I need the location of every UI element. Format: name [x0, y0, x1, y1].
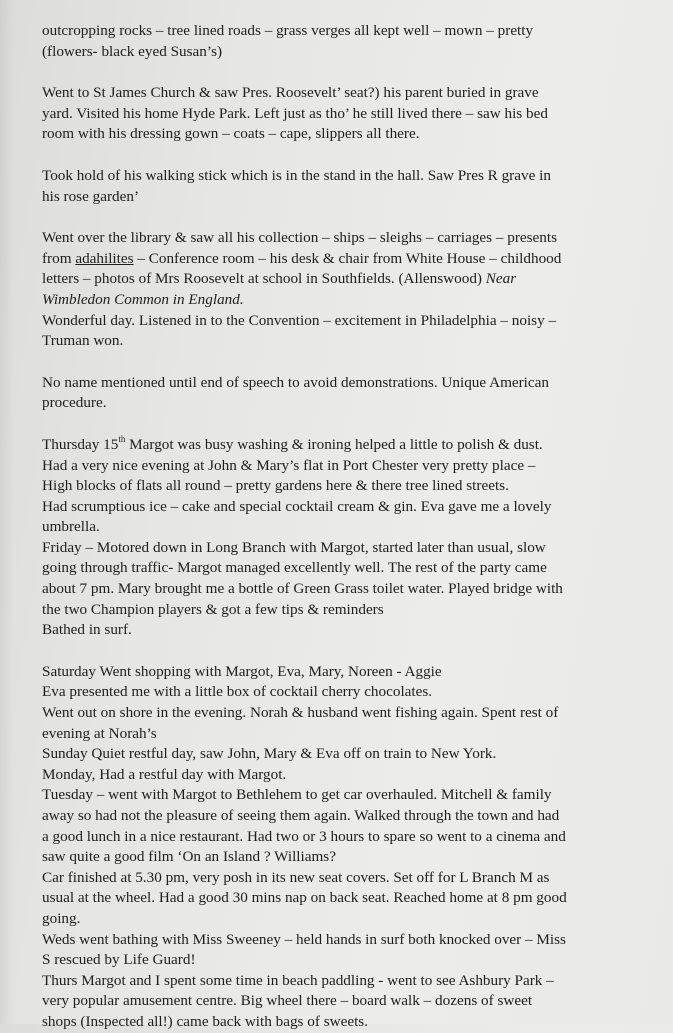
text-line: usual at the wheel. Had a good 30 mins nap on back seat. Reached home at 8 pm good [42, 889, 567, 907]
text-line: Took hold of his walking stick which is in the stand in the hall. Saw Pres R grave in [42, 166, 551, 184]
text-fragment: from [42, 249, 76, 267]
text-line: going through traffic- Margot managed excellently well. The rest of the party came [42, 559, 547, 577]
text-line: his rose garden’ [42, 187, 139, 205]
italic-text: Near [485, 270, 517, 288]
text-line: Friday – Motored down in Long Branch with Margot, started later than usual, slow [42, 538, 546, 556]
text-line: Weds went bathing with Miss Sweeney – held hands in surf both knocked over – Miss [42, 930, 566, 948]
text-line: Tuesday – went with Margot to Bethlehem to get car overhauled. Mitchell & family [42, 786, 552, 804]
text-line [42, 435, 662, 456]
text-line: evening at Norah’s [42, 724, 157, 742]
underlined-word: adahilites [75, 249, 134, 267]
text-line: about 7 pm. Mary brought me a bottle of Green Grass toilet water. Played bridge with [42, 580, 563, 598]
text-line: Wonderful day. Listened in to the Convention – excitement in Philadelphia – noisy – [42, 311, 557, 329]
paragraph-3 [42, 166, 662, 207]
text-line [42, 249, 662, 270]
text-line: Had a very nice evening at John & Mary’s flat in Port Chester very pretty place – [42, 456, 536, 474]
page-edge-shadow [0, 0, 14, 1024]
text-line: Car finished at 5.30 pm, very posh in its new seat covers. Set off for L Branch M as [42, 868, 550, 886]
text-line: saw quite a good film ‘On an Island ? Williams? [42, 848, 336, 866]
text-line: High blocks of flats all round – pretty gardens here & there tree lined streets. [42, 477, 509, 495]
text-line: Went out on shore in the evening. Norah & husband went fishing again. Spent rest of [42, 704, 559, 722]
text-line: Went to St James Church & saw Pres. Roosevelt’ seat?) his parent buried in grave [42, 84, 539, 102]
text-line: Eva presented me with a little box of cocktail cherry chocolates. [42, 683, 433, 701]
text-line: umbrella. [42, 518, 100, 536]
diary-text [42, 21, 662, 1033]
text-fragment: Thursday 15 [42, 435, 119, 453]
text-line: Thurs Margot and I spent some time in beach paddling - went to see Ashbury Park – [42, 971, 554, 989]
text-line: very popular amusement centre. Big wheel there – board walk – dozens of sweet [42, 992, 533, 1010]
paragraph-6 [42, 435, 662, 641]
text-line: Bathed in surf. [42, 621, 132, 639]
text-line: Went over the library & saw all his collection – ships – sleighs – carriages – presents [42, 229, 558, 247]
text-line: outcropping rocks – tree lined roads – grass verges all kept well – mown – pretty [42, 22, 534, 39]
text-line: Sunday Quiet restful day, saw John, Mary & Eva off on train to New York. [42, 745, 497, 763]
ordinal-suffix: th [118, 433, 126, 444]
text-line [42, 269, 662, 290]
text-line: (flowers- black eyed Susan’s) [42, 42, 223, 60]
text-line: yard. Visited his home Hyde Park. Left just as tho’ he still lived there – saw his bed [42, 104, 548, 122]
text-line: going. [42, 909, 81, 927]
text-line: shops (Inspected all!) came back with bags of sweets. [42, 1012, 369, 1030]
text-fragment: – Conference room – his desk & chair from White House – childhood [133, 249, 562, 267]
paragraph-5 [42, 373, 662, 414]
text-line: Had scrumptious ice – cake and special cocktail cream & gin. Eva gave me a lovely [42, 497, 552, 515]
paragraph-1 [42, 21, 662, 62]
text-line: Saturday Went shopping with Margot, Eva, Mary, Noreen - Aggie [42, 662, 442, 680]
text-fragment: Margot was busy washing & ironing helped a little to polish & dust. [125, 435, 543, 453]
text-line: Truman won. [42, 332, 124, 350]
text-line: room with his dressing gown – coats – cape, slippers all there. [42, 125, 420, 143]
text-fragment: letters – photos of Mrs Roosevelt at school in Southfields. (Allenswood) [42, 270, 486, 288]
text-line: a good lunch in a nice restaurant. Had two or 3 hours to spare so went to a cinema and [42, 827, 566, 845]
text-line: S rescued by Life Guard! [42, 951, 196, 969]
italic-line: Wimbledon Common in England. [42, 290, 244, 308]
text-line: the two Champion players & got a few tips & reminders [42, 600, 384, 618]
paragraph-4 [42, 228, 662, 352]
text-line: away so had not the pleasure of seeing them again. Walked through the town and had [42, 807, 560, 824]
paragraph-2 [42, 83, 662, 145]
paragraph-7 [42, 662, 662, 1033]
text-line: procedure. [42, 394, 107, 412]
text-line: No name mentioned until end of speech to avoid demonstrations. Unique American [42, 373, 549, 391]
text-line: Monday, Had a restful day with Margot. [42, 765, 287, 783]
